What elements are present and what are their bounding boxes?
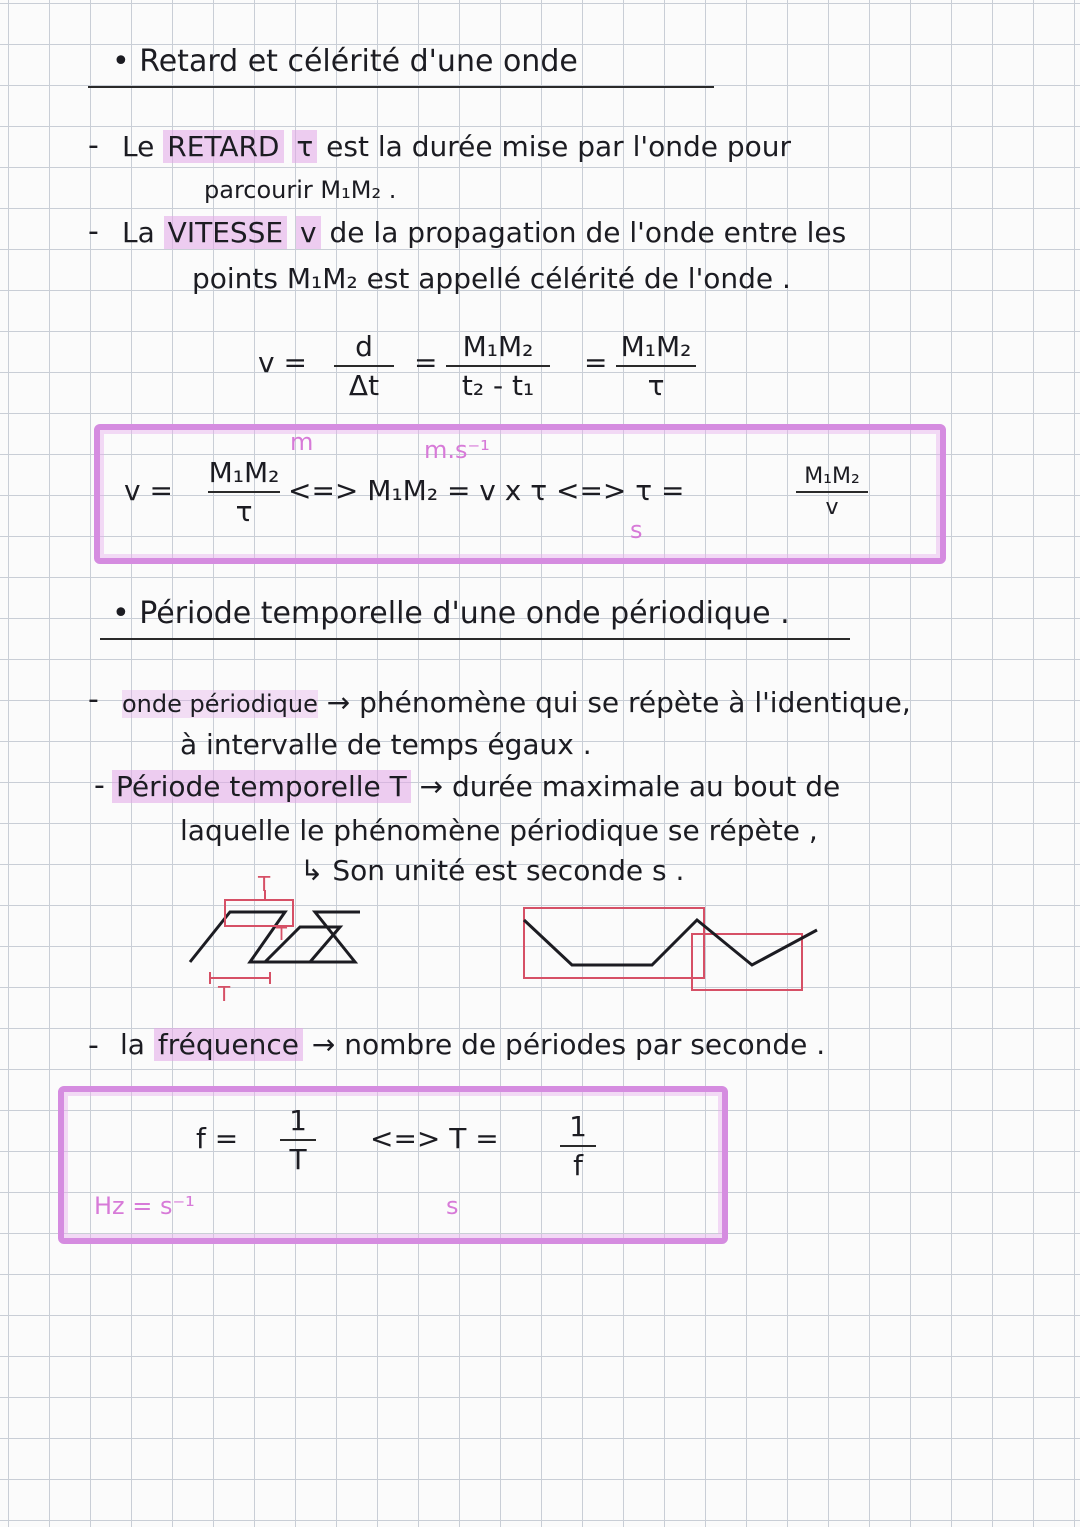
frequence-prefix: la bbox=[120, 1028, 145, 1061]
vitesse-symbol: v bbox=[296, 216, 321, 249]
bullet-dash: - bbox=[94, 768, 105, 803]
formula-lhs: v = bbox=[258, 346, 307, 379]
fraction-numerator: M₁M₂ bbox=[208, 456, 280, 489]
freq-lhs: f = bbox=[196, 1122, 239, 1155]
periode-line bbox=[112, 770, 840, 803]
equals-sign: = bbox=[584, 346, 608, 379]
vitesse-term: VITESSE bbox=[164, 216, 287, 249]
trapezoid-wave-sketch bbox=[512, 890, 832, 1000]
title-underline bbox=[88, 86, 714, 88]
retard-prefix: Le bbox=[122, 130, 155, 163]
retard-term: RETARD bbox=[163, 130, 283, 163]
onde-periodique-def-2: à intervalle de temps égaux . bbox=[180, 728, 592, 761]
freq-equivalence: <=> T = bbox=[370, 1122, 499, 1155]
fraction-numerator: d bbox=[355, 330, 373, 363]
fraction-denominator: T bbox=[289, 1143, 307, 1176]
fraction-denominator: v bbox=[825, 495, 839, 520]
retard-text: est la durée mise par l'onde pour bbox=[326, 130, 792, 163]
unit-hz: Hz = s⁻¹ bbox=[94, 1192, 195, 1220]
period-label-top: T bbox=[258, 872, 271, 896]
onde-periodique-line bbox=[122, 686, 911, 719]
period-label-bottom: T bbox=[218, 982, 231, 1006]
fraction-denominator: τ bbox=[647, 369, 665, 402]
vitesse-text-2: points M₁M₂ est appellé célérité de l'onde . bbox=[192, 262, 791, 295]
periode-def: → durée maximale au bout de bbox=[419, 770, 841, 803]
vitesse-prefix: La bbox=[122, 216, 155, 249]
retard-line bbox=[122, 130, 791, 163]
unit-annotation-ms: m.s⁻¹ bbox=[424, 436, 490, 464]
periode-unit: ↳ Son unité est seconde s . bbox=[300, 854, 685, 887]
equals-sign: = bbox=[414, 346, 438, 379]
section-title-periode: • Période temporelle d'une onde périodique . bbox=[112, 596, 790, 631]
period-label-mid: T bbox=[276, 924, 287, 945]
fraction-numerator: M₁M₂ bbox=[620, 330, 692, 363]
retard-symbol: τ bbox=[292, 130, 317, 163]
periode-def-2: laquelle le phénomène périodique se répète , bbox=[180, 814, 818, 847]
square-wave-sketch bbox=[170, 872, 380, 1012]
formula-box-frequence bbox=[58, 1086, 728, 1244]
fraction-numerator: 1 bbox=[569, 1110, 587, 1143]
fraction-numerator: 1 bbox=[289, 1104, 307, 1137]
bullet-dash: - bbox=[88, 214, 99, 249]
freq-fraction bbox=[280, 1104, 316, 1176]
fraction-numerator: M₁M₂ bbox=[462, 330, 534, 363]
fraction-denominator: t₂ - t₁ bbox=[461, 369, 535, 402]
fraction-m1m2-tau bbox=[616, 330, 696, 402]
fraction-denominator: τ bbox=[235, 495, 253, 528]
fraction-denominator: Δt bbox=[348, 369, 380, 402]
bullet-dash: - bbox=[88, 1028, 99, 1063]
vitesse-line bbox=[122, 216, 846, 249]
periode-term: Période temporelle T bbox=[112, 770, 411, 803]
boxed-fraction-left bbox=[208, 456, 280, 528]
fraction-denominator: f bbox=[573, 1149, 583, 1182]
unit-annotation-m: m bbox=[290, 428, 314, 456]
frequence-def: → nombre de périodes par seconde . bbox=[311, 1028, 826, 1061]
boxed-fraction-right bbox=[796, 464, 868, 520]
unit-annotation-s: s bbox=[630, 516, 643, 544]
boxed-equivalence: <=> M₁M₂ = v x τ <=> τ = bbox=[288, 474, 685, 507]
fraction-d-dt bbox=[334, 330, 394, 402]
title-underline bbox=[100, 638, 850, 640]
retard-text-2: parcourir M₁M₂ . bbox=[204, 176, 397, 204]
frequence-line bbox=[120, 1028, 825, 1061]
period-fraction bbox=[560, 1110, 596, 1182]
bullet-dash: - bbox=[88, 682, 99, 717]
unit-s: s bbox=[446, 1192, 459, 1220]
onde-periodique-def: → phénomène qui se répète à l'identique, bbox=[326, 686, 911, 719]
bullet-dash: - bbox=[88, 128, 99, 163]
onde-periodique-term: onde périodique bbox=[122, 690, 318, 718]
section-title-retard: • Retard et célérité d'une onde bbox=[112, 44, 578, 79]
fraction-m1m2-t2t1 bbox=[446, 330, 550, 402]
fraction-numerator: M₁M₂ bbox=[804, 464, 860, 489]
frequence-term: fréquence bbox=[154, 1028, 303, 1061]
vitesse-text: de la propagation de l'onde entre les bbox=[329, 216, 847, 249]
boxed-lhs: v = bbox=[124, 474, 173, 507]
